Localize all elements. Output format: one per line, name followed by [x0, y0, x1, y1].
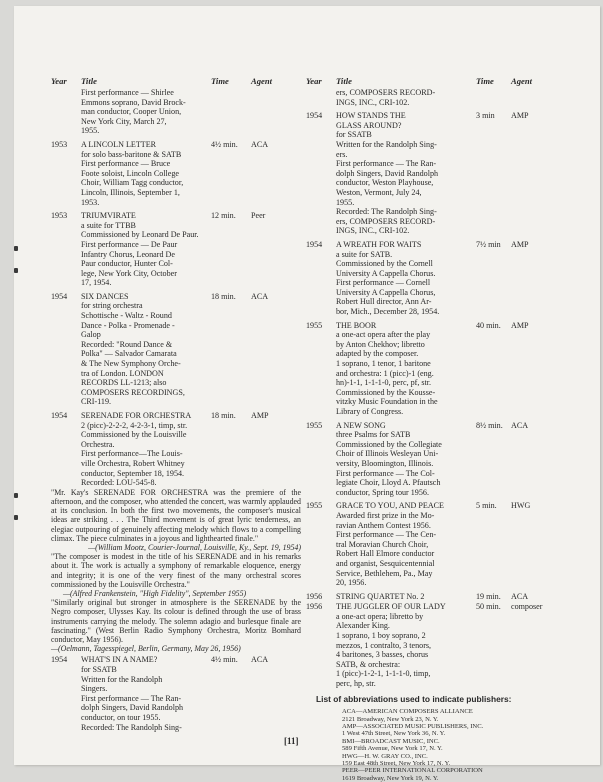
entry-year: 1955 — [306, 501, 323, 511]
entry-body: for solo bass-baritone & SATB First performance — Bruce Foote soloist, Lincoln College Choir, William Tagg conductor, Lincoln, Illinois, September 1, 1953. — [81, 149, 184, 207]
entry-body: GLASS AROUND? for SSATB Written for the Randolph Sing- ers. First performance — The Ran- dolph Singers, David Randolph conductor, Weston Playhouse, Weston, Vermont, July 24, 1955. Recorded: The Randolph Sing- ers, COMPOSERS RECORD- INGS, INC., CRI-102. — [336, 120, 439, 236]
work-entry — [51, 655, 301, 732]
header-agent: Agent — [251, 76, 273, 86]
entry-title: THE BOOR — [336, 320, 377, 330]
entry-year: 1955 — [306, 420, 323, 430]
entry-title: STRING QUARTET No. 2 — [336, 591, 425, 601]
entry-title: WHAT'S IN A NAME? — [81, 655, 158, 665]
work-entry — [51, 292, 301, 407]
entry-agent: Peer — [251, 211, 266, 221]
entry-year: 1956 — [306, 602, 323, 612]
entry-body: Awarded first prize in the Mo- ravian Anthem Contest 1956. First performance — The Cen- tral Moravian Church Choir, Robert Hall Elmore conductor and organist, Sesquicentennial Service, Bethlehem, Pa., May 20, 1956. — [336, 510, 437, 588]
binding-hole — [14, 515, 18, 520]
abbreviations-list: ACA—AMERICAN COMPOSERS ALLIANCE 2121 Broadway, New York 23, N. Y. AMP—ASSOCIATED MUSIC PUBLISHERS, INC. 1 West 47th Street, New York 36, N. Y. BMI—BROADCAST MUSIC, INC. 589 Fifth Avenue, New York 17, N. Y. HWG—H. W. GRAY CO., INC. 159 East 48th Street, New York 17, N. Y. PEER—PEER INTERNATIONAL CORPORATION 1619 Broadway, New York 19, N. Y. — [342, 708, 484, 782]
work-entry — [306, 602, 556, 688]
entry-body: a one-act opera after the play by Anton Chekhov; libretto adapted by the composer. 1 soprano, 1 tenor, 1 baritone and orchestra: 1 (picc)-1 (eng. hn)-1-1, 1-1-1-0, perc, pf, str. Commissioned by the Kousse- vitzky Music Foundation in the Library of Congress. — [336, 330, 438, 416]
review-source: —(Oelmann, Tagesspiegel, Berlin, Germany, May 26, 1956) — [51, 644, 241, 654]
header-title: Title — [81, 76, 97, 86]
entry-title: A NEW SONG — [336, 420, 386, 430]
entry-time: 4½ min. — [211, 655, 238, 665]
entry-agent: ACA — [251, 655, 269, 665]
work-entry — [306, 501, 556, 587]
entry-time: 50 min. — [476, 602, 501, 612]
entry-agent: AMP — [251, 411, 269, 420]
header-time: Time — [476, 76, 494, 86]
header-year: Year — [306, 76, 322, 86]
header-title: Title — [336, 76, 352, 86]
entry-title: HOW STANDS THE — [336, 111, 406, 121]
entry-time: 4½ min. — [211, 139, 238, 149]
left-column — [51, 88, 301, 736]
entry-year: 1954 — [306, 111, 323, 121]
entry-body: a suite for SATB. Commissioned by the Cornell University A Cappella Chorus. First performance — Cornell University A Cappella Chorus, Robert Hull director, Ann Ar- bor, Mich., December 28, 1954. — [336, 249, 440, 317]
review-quote: "Mr. Kay's SERENADE FOR ORCHESTRA was the premiere of the afternoon, and the composer, who attended the concert, was warmly applauded at its conclusion. In both the first two movements, the composer's musical ideas are striking . . . The Third movement is of great lyric tenderness, an elegiac outpouring of genuinely affecting melody which flows to a compelling climax. The piece culminates in a joyous and lighthearted finale." — [51, 487, 301, 543]
entry-year: 1953 — [51, 139, 68, 149]
entry-time: 3 min — [476, 111, 495, 121]
work-entry — [51, 140, 301, 207]
right-column — [306, 88, 556, 782]
entry-agent: ACA — [251, 139, 269, 149]
entry-agent: AMP — [511, 111, 529, 121]
entry-title: THE JUGGLER OF OUR LADY — [336, 602, 446, 612]
work-entry — [306, 111, 556, 236]
entry-year: 1953 — [51, 211, 68, 221]
entry-body: a suite for TTBB Commissioned by Leonard De Paur. First performance — De Paur Infantry Chorus, Leonard De Paur conductor, Hunter Col- lege, New York City, October 17, 1954. — [81, 220, 199, 288]
entry-time: 18 min. — [211, 411, 236, 420]
entry-year: 1954 — [51, 291, 68, 301]
entry-body: a one-act opera; libretto by Alexander King. 1 soprano, 1 boy soprano, 2 mezzos, 1 contralto, 3 tenors, 4 baritones, 3 basses, chorus SATB, & orchestra: 1 (picc)-1-2-1, 1-1-1-0, timp, perc, hp, str. — [336, 611, 432, 689]
entry-title: A LINCOLN LETTER — [81, 139, 157, 149]
entry-year: 1954 — [51, 411, 68, 420]
entry-body: three Psalms for SATB Commissioned by the Collegiate Choir of Illinois Wesleyan Uni- versity, Bloomington, Illinois. First performance — The Col- legiate Choir, Lloyd A. Pfautsch conductor, Spring tour 1956. — [336, 430, 442, 497]
entry-body: for SSATB Written for the Randolph Singers. First performance — The Ran- dolph Singers, David Randolph conductor, on tour 1955. Recorded: The Randolph Sing- — [81, 665, 184, 732]
work-entry — [51, 411, 301, 488]
entry-body: ers, COMPOSERS RECORD- INGS, INC., CRI-102. — [336, 88, 436, 107]
entry-title: TRIUMVIRATE — [81, 211, 136, 221]
abbreviations-heading: List of abbreviations used to indicate publishers: — [316, 693, 512, 704]
entry-title: GRACE TO YOU, AND PEACE — [336, 501, 445, 511]
entry-body: for string orchestra Schottische - Waltz - Round Dance - Polka - Promenade - Galop Recorded: "Round Dance & Polka" — Salvador Camarata & The New Symphony Orche- tra of London. LONDON RECORDS LL-1213; also COMPOSERS RECORDINGS, CRI-119. — [81, 301, 185, 407]
work-entry — [306, 592, 556, 602]
review-source: —(William Mootz, Courier-Journal, Louisville, Ky., Sept. 19, 1954) — [88, 542, 301, 552]
entry-body: First performance — Shirlee Emmons soprano, David Brock- man conductor, Cooper Union, New York City, March 27, 1955. — [81, 88, 186, 136]
review-quote: "The composer is modest in the title of his SERENADE and in his remarks about it. The work is actually a symphony of remarkable eloquence, energy and integrity; it is one of the very finest of the many orchestral scores commissioned by the Louisville Orchestra." — [51, 552, 301, 589]
entry-time: 12 min. — [211, 211, 236, 221]
entry-time: 40 min. — [476, 320, 501, 330]
header-time: Time — [211, 76, 229, 86]
entry-agent: HWG — [511, 501, 531, 511]
entry-agent: AMP — [511, 239, 529, 249]
page-number: [11] — [284, 736, 299, 746]
entry-body: 2 (picc)-2-2-2, 4-2-3-1, timp, str. Commissioned by the Louisville Orchestra. First performance—The Louis- ville Orchestra, Robert Whitney conductor, September 18, 1954. Recorded: LOU-545-8. — [81, 420, 188, 488]
header-agent: Agent — [511, 76, 533, 86]
entry-agent: ACA — [251, 291, 269, 301]
work-entry — [306, 321, 556, 417]
entry-title: SIX DANCES — [81, 291, 129, 301]
entry-time: 7½ min — [476, 239, 501, 249]
entry-title: SERENADE FOR ORCHESTRA — [81, 411, 192, 420]
work-entry — [51, 88, 301, 136]
binding-hole — [14, 268, 18, 273]
entry-time: 18 min. — [211, 291, 236, 301]
entry-agent: ACA — [511, 591, 529, 601]
entry-time: 8½ min. — [476, 420, 503, 430]
header-year: Year — [51, 76, 67, 86]
entry-time: 19 min. — [476, 591, 501, 601]
entry-agent: AMP — [511, 320, 529, 330]
entry-time: 5 min. — [476, 501, 497, 511]
binding-hole — [14, 246, 18, 251]
work-entry — [306, 88, 556, 107]
work-entry — [306, 240, 556, 317]
binding-hole — [14, 493, 18, 498]
review-quote: "Similarly original but stronger in atmosphere is the SERENADE by the Negro composer, Ulysses Kay. Its colour is defined through the use of brass instruments carrying the melody. The solemn adagio and burlesque finale are fascinating." (West Berlin Radio Symphony Orchestra, Moritz Bomhard conductor, May 1956). — [51, 598, 301, 644]
entry-year: 1954 — [51, 655, 68, 665]
review-source: —(Alfred Frankenstein, "High Fidelity", September 1955) — [63, 588, 247, 598]
reviews — [51, 488, 301, 654]
work-entry — [51, 211, 301, 288]
entry-year: 1956 — [306, 591, 323, 601]
entry-agent: composer — [511, 602, 543, 612]
entry-year: 1955 — [306, 320, 323, 330]
work-entry — [306, 421, 556, 498]
entry-agent: ACA — [511, 420, 529, 430]
entry-title: A WREATH FOR WAITS — [336, 239, 422, 249]
document-page — [14, 6, 600, 782]
entry-year: 1954 — [306, 239, 323, 249]
